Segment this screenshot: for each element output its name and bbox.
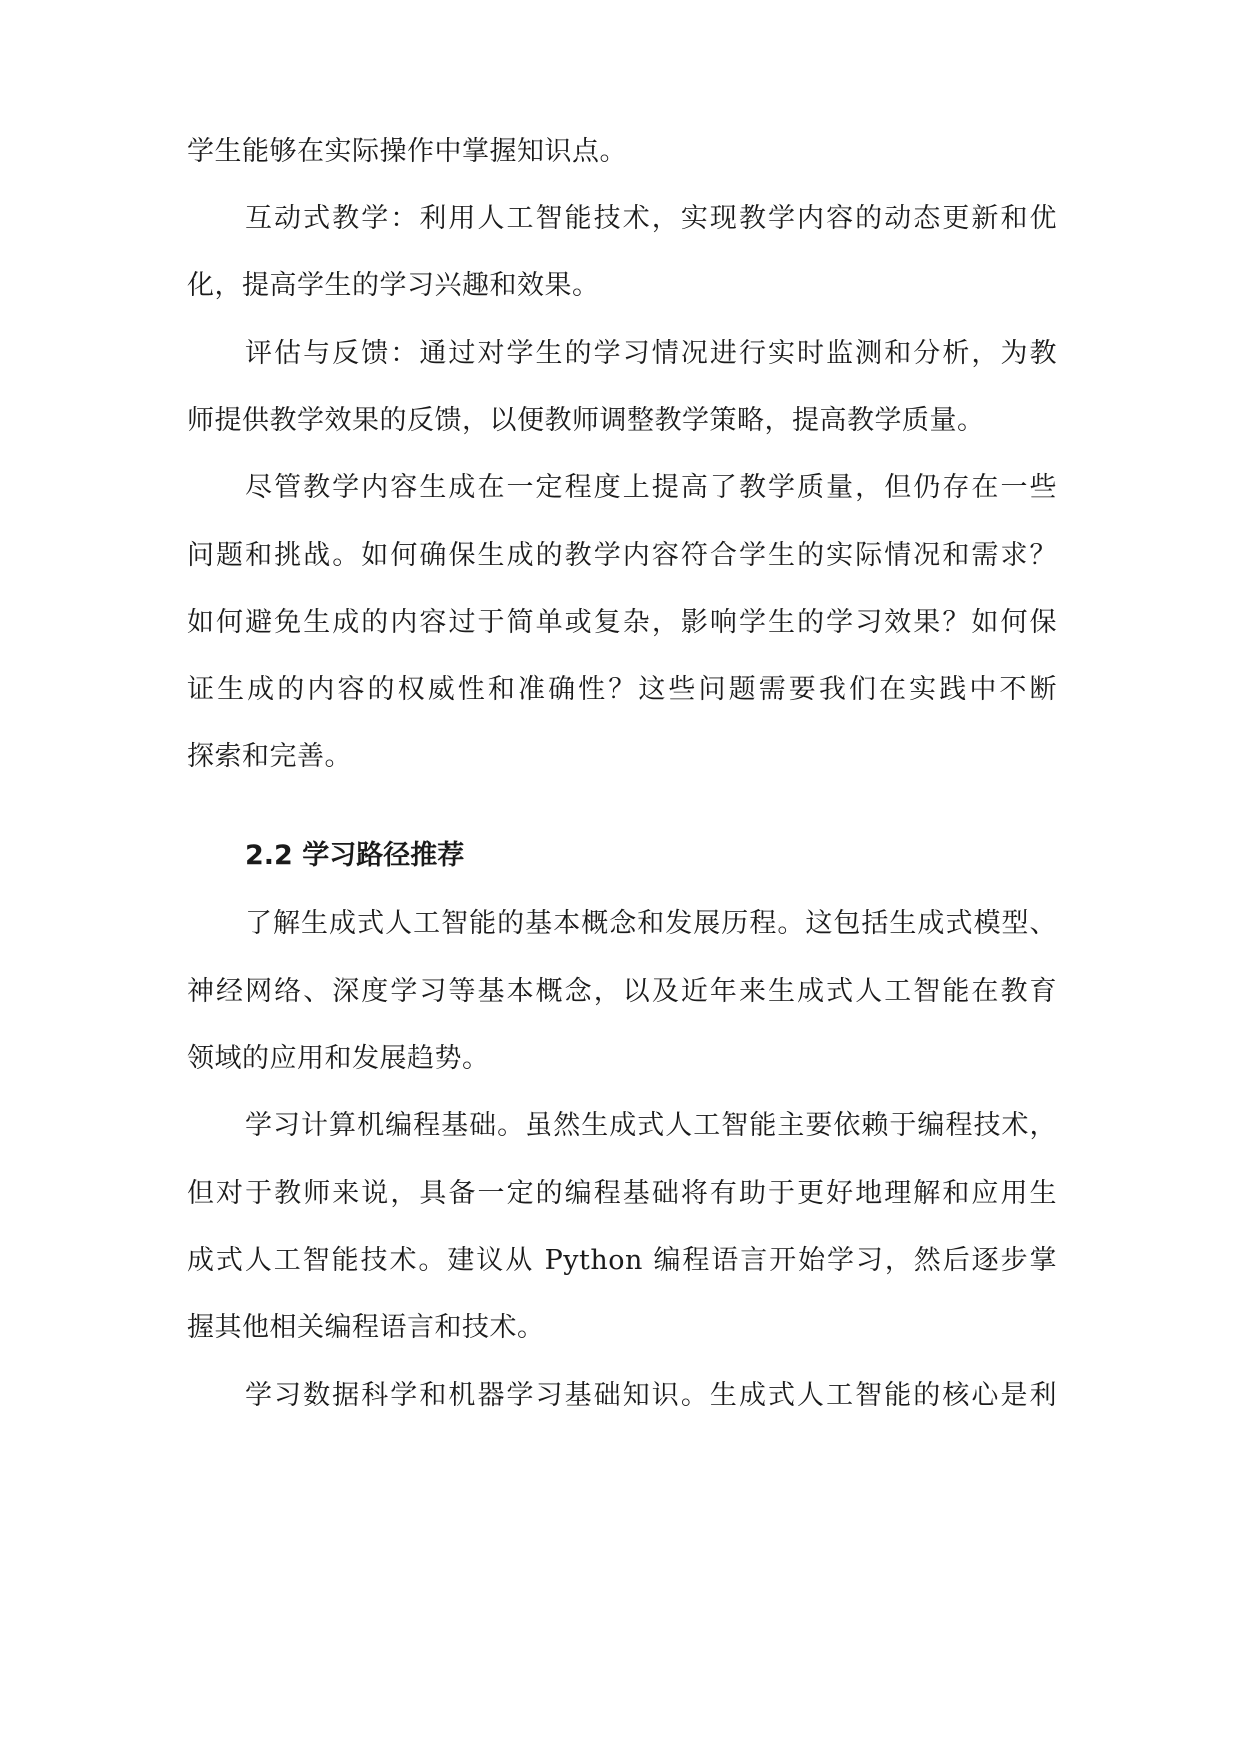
paragraph-line: 但对于教师来说，具备一定的编程基础将有助于更好地理解和应用生 <box>187 1178 1057 1209</box>
paragraph-line: 了解生成式人工智能的基本概念和发展历程。这包括生成式模型、 <box>245 908 1057 939</box>
paragraph-line: 领域的应用和发展趋势。 <box>187 1043 490 1074</box>
paragraph-line: 学习数据科学和机器学习基础知识。生成式人工智能的核心是利 <box>245 1380 1057 1411</box>
paragraph-line: 握其他相关编程语言和技术。 <box>187 1312 545 1343</box>
paragraph-line: 互动式教学：利用人工智能技术，实现教学内容的动态更新和优 <box>245 203 1057 234</box>
paragraph-line: 问题和挑战。如何确保生成的教学内容符合学生的实际情况和需求？ <box>187 540 1057 571</box>
paragraph-line: 神经网络、深度学习等基本概念，以及近年来生成式人工智能在教育 <box>187 976 1057 1007</box>
paragraph-line: 师提供教学效果的反馈，以便教师调整教学策略，提高教学质量。 <box>187 405 985 436</box>
paragraph-line: 成式人工智能技术。建议从 Python 编程语言开始学习，然后逐步掌 <box>187 1245 1057 1276</box>
paragraph-line: 化，提高学生的学习兴趣和效果。 <box>187 270 600 301</box>
paragraph-line: 学生能够在实际操作中掌握知识点。 <box>187 136 627 167</box>
paragraph-line: 探索和完善。 <box>187 741 352 772</box>
paragraph-line: 评估与反馈：通过对学生的学习情况进行实时监测和分析，为教 <box>245 338 1057 369</box>
paragraph-line: 如何避免生成的内容过于简单或复杂，影响学生的学习效果？如何保 <box>187 607 1057 638</box>
paragraph-line: 尽管教学内容生成在一定程度上提高了教学质量，但仍存在一些 <box>245 472 1057 503</box>
paragraph-line: 证生成的内容的权威性和准确性？这些问题需要我们在实践中不断 <box>187 674 1057 705</box>
paragraph-line: 学习计算机编程基础。虽然生成式人工智能主要依赖于编程技术， <box>245 1110 1057 1141</box>
section-heading: 2.2 学习路径推荐 <box>245 840 465 871</box>
